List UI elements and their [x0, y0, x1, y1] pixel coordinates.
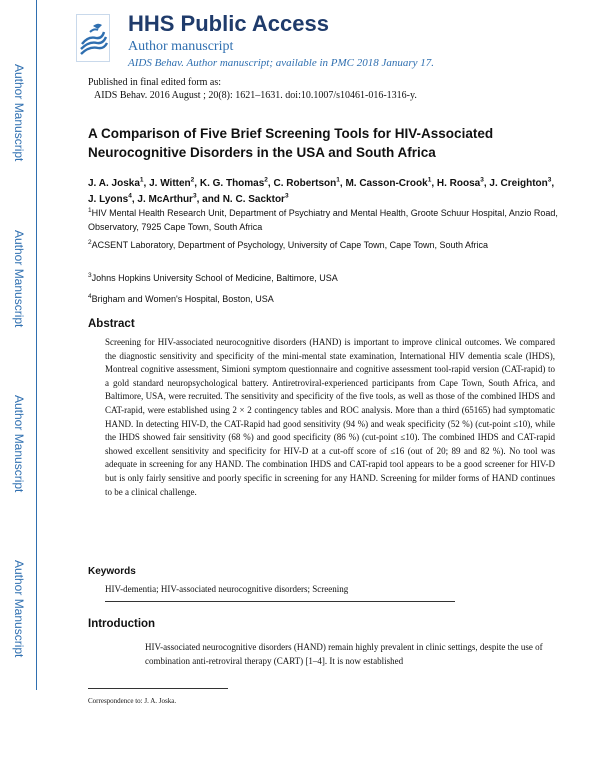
affiliation: $^1$HIV Mental Health Research Unit, Department of Psychiatry and Mental Health, Groote Schuur Hospital, Anzio Road, Observatory, 7925 Cape Town, South Africa [88, 207, 558, 232]
publication-label: Published in final edited form as: [88, 77, 222, 88]
keywords-text: HIV-dementia; HIV-associated neurocognitive disorders; Screening [105, 584, 349, 594]
correspondence-footnote: Correspondence to: J. A. Joska. [88, 697, 177, 705]
keywords-heading: Keywords [88, 566, 136, 577]
repository-subtitle: Author manuscript [128, 39, 234, 54]
publication-citation: AIDS Behav. 2016 August ; 20(8): 1621–1631. doi:10.1007/s10461-016-1316-y. [94, 90, 417, 101]
abstract-heading: Abstract [88, 318, 135, 330]
author-list: J. A. Joska$^1$, J. Witten$^2$, K. G. Thomas$^2$, C. Robertson$^1$, M. Casson-Crook$^1$, H. Roosa$^3$, J. Creighton$^3$, J. Lyons$^4$, J. McArthur$^3$, and N. C. Sacktor$^3$ [88, 176, 555, 205]
article-title: A Comparison of Five Brief Screening Tools for HIV-Associated Neurocognitive Disorders in the USA and South Africa [88, 126, 494, 160]
sidebar-label: Author Manuscript [12, 64, 26, 162]
author: C. Robertson$^1$ [273, 176, 340, 189]
publication-info [88, 76, 417, 102]
repository-title: HHS Public Access [128, 11, 329, 36]
author: K. G. Thomas$^2$ [199, 176, 268, 189]
author: J. Lyons$^4$ [88, 192, 132, 205]
author: J. A. Joska$^1$ [88, 176, 144, 189]
journal-availability-line: AIDS Behav. Author manuscript; available in PMC 2018 January 17. [128, 57, 435, 69]
author-manuscript-sidebar [0, 0, 38, 776]
author: H. Roosa$^3$ [436, 176, 484, 189]
keywords-divider [105, 601, 455, 602]
author: J. McArthur$^3$ [137, 192, 197, 205]
sidebar-label: Author Manuscript [12, 230, 26, 328]
sidebar-label: Author Manuscript [12, 560, 26, 658]
introduction-heading: Introduction [88, 618, 156, 630]
abstract-text: Screening for HIV-associated neurocognitive disorders (HAND) is important to improve clinical outcomes. We compared the diagnostic sensitivity and specificity of the mini-mental state examination, International HIV dementia scale (IHDS), Montreal cognitive assessment, Simioni symptom questionnaire and cognitive assessment tool-rapid version (CAT-rapid) to a gold standard neuropsychological battery. Antiretroviral-experienced participants from Cape Town, South Africa, and Baltimore, USA, were recruited. The sensitivity and specificity of the five tools, as well as those of the combined IHDS and CAT-rapid, were established using 2 × 2 contingency tables and ROC analysis. More than a third (65165) had symptomatic HAND. In detecting HIV-D, the CAT-Rapid had good sensitivity (94 %) and weak specificity (52 %) (cut-point ≤10), while the IHDS showed fair sensitivity (68 %) and good specificity (86 %) (cut-point ≤10). The combined IHDS and CAT-rapid showed excellent sensitivity and specificity for HIV-D at a cut-off score of ≤16 (out of 20; 89 and 82 %). No tool was adequate in screening for any HAND. The combination IHDS and CAT-rapid tool appears to be a good screener for HIV-D but is only fairly sensitive and poorly specific in screening for any HAND. Screening for milder forms of HAND continues to be a clinical challenge. [105, 337, 555, 497]
sidebar-rule [36, 0, 37, 690]
affiliation: $^3$Johns Hopkins University School of Medicine, Baltimore, USA [88, 272, 338, 283]
author-conjunction: and [202, 194, 220, 205]
sidebar-label: Author Manuscript [12, 395, 26, 493]
author: M. Casson-Crook$^1$ [345, 176, 432, 189]
affiliation: $^2$ACSENT Laboratory, Department of Psychology, University of Cape Town, Cape Town, South Africa [88, 239, 488, 250]
affiliation: $^4$Brigham and Women's Hospital, Boston, USA [88, 293, 274, 304]
author: N. C. Sacktor$^3$ [222, 192, 289, 205]
introduction-text: HIV-associated neurocognitive disorders (HAND) remain highly prevalent in clinic settings, despite the use of combination anti-retroviral therapy (CART) [1–4]. It is now established [145, 642, 543, 666]
author: J. Creighton$^3$ [489, 176, 552, 189]
author: J. Witten$^2$ [149, 176, 195, 189]
footnote-divider [88, 688, 228, 689]
hhs-eagle-logo-icon [76, 14, 110, 62]
